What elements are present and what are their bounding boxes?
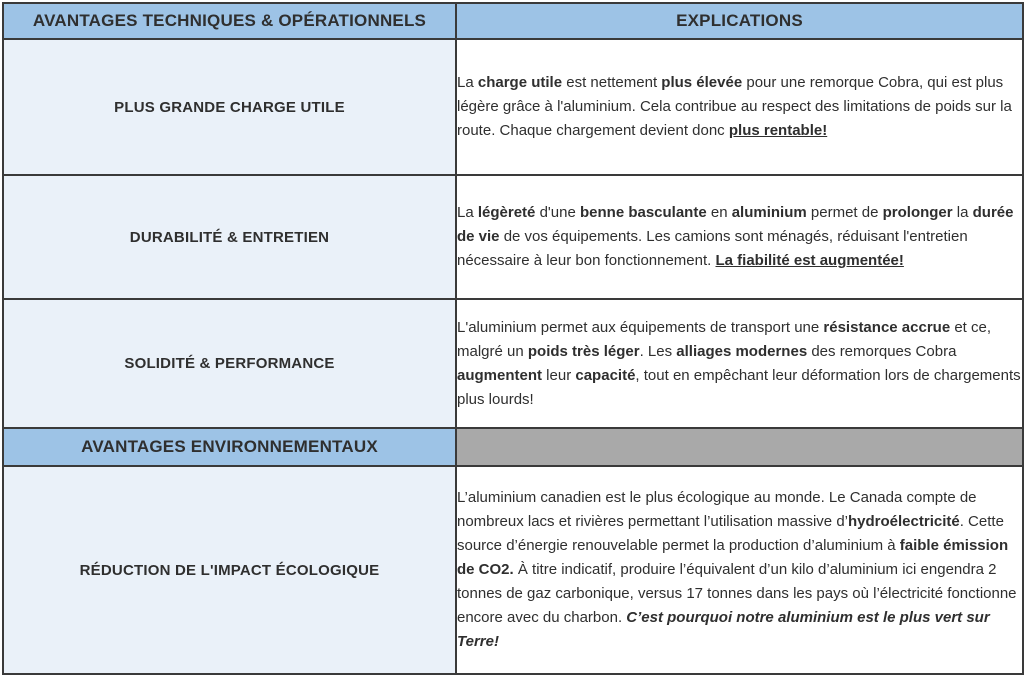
row-label-charge-utile: PLUS GRANDE CHARGE UTILE [3, 39, 456, 175]
explanation-solidite: L'aluminium permet aux équipements de transport une résistance accrue et ce, malgré un poids très léger. Les alliages modernes des remorques Cobra augmentent leur capacité, tout en empêchant leur déformation lors de chargements plus lourds! [456, 299, 1023, 428]
table-row-impact-ecologique [3, 466, 1023, 674]
column-header-explications: EXPLICATIONS [456, 3, 1023, 39]
row-label-durabilite: DURABILITÉ & ENTRETIEN [3, 175, 456, 299]
explanation-charge-utile: La charge utile est nettement plus élevée pour une remorque Cobra, qui est plus légère grâce à l'aluminium. Cela contribue au respect des limitations de poids sur la route. Chaque chargement devient donc plus rentable! [456, 39, 1023, 175]
table-row-charge-utile [3, 39, 1023, 175]
section-header-avantages-environnementaux: AVANTAGES ENVIRONNEMENTAUX [3, 428, 456, 466]
explanation-impact-ecologique: L’aluminium canadien est le plus écologique au monde. Le Canada compte de nombreux lacs et rivières permettant l’utilisation massive d’hydroélectricité. Cette source d’énergie renouvelable permet la production d’aluminium à faible émission de CO2. À titre indicatif, produire l’équivalent d’un kilo d’aluminium ici engendra 2 tonnes de gaz carbonique, versus 17 tonnes dans les pays où l’électricité fonctionne encore avec du charbon. C’est pourquoi notre aluminium est le plus vert sur Terre! [456, 466, 1023, 674]
benefits-table [2, 2, 1024, 675]
row-label-solidite: SOLIDITÉ & PERFORMANCE [3, 299, 456, 428]
row-label-impact-ecologique: RÉDUCTION DE L'IMPACT ÉCOLOGIQUE [3, 466, 456, 674]
column-header-avantages-techniques: AVANTAGES TECHNIQUES & OPÉRATIONNELS [3, 3, 456, 39]
gray-spacer-cell [456, 428, 1023, 466]
section-header-row [3, 428, 1023, 466]
explanation-durabilite: La légèreté d'une benne basculante en aluminium permet de prolonger la durée de vie de vos équipements. Les camions sont ménagés, réduisant l'entretien nécessaire à leur bon fonctionnement. La fiabilité est augmentée! [456, 175, 1023, 299]
table-row-durabilite [3, 175, 1023, 299]
table-row-solidite [3, 299, 1023, 428]
table-header-row [3, 3, 1023, 39]
